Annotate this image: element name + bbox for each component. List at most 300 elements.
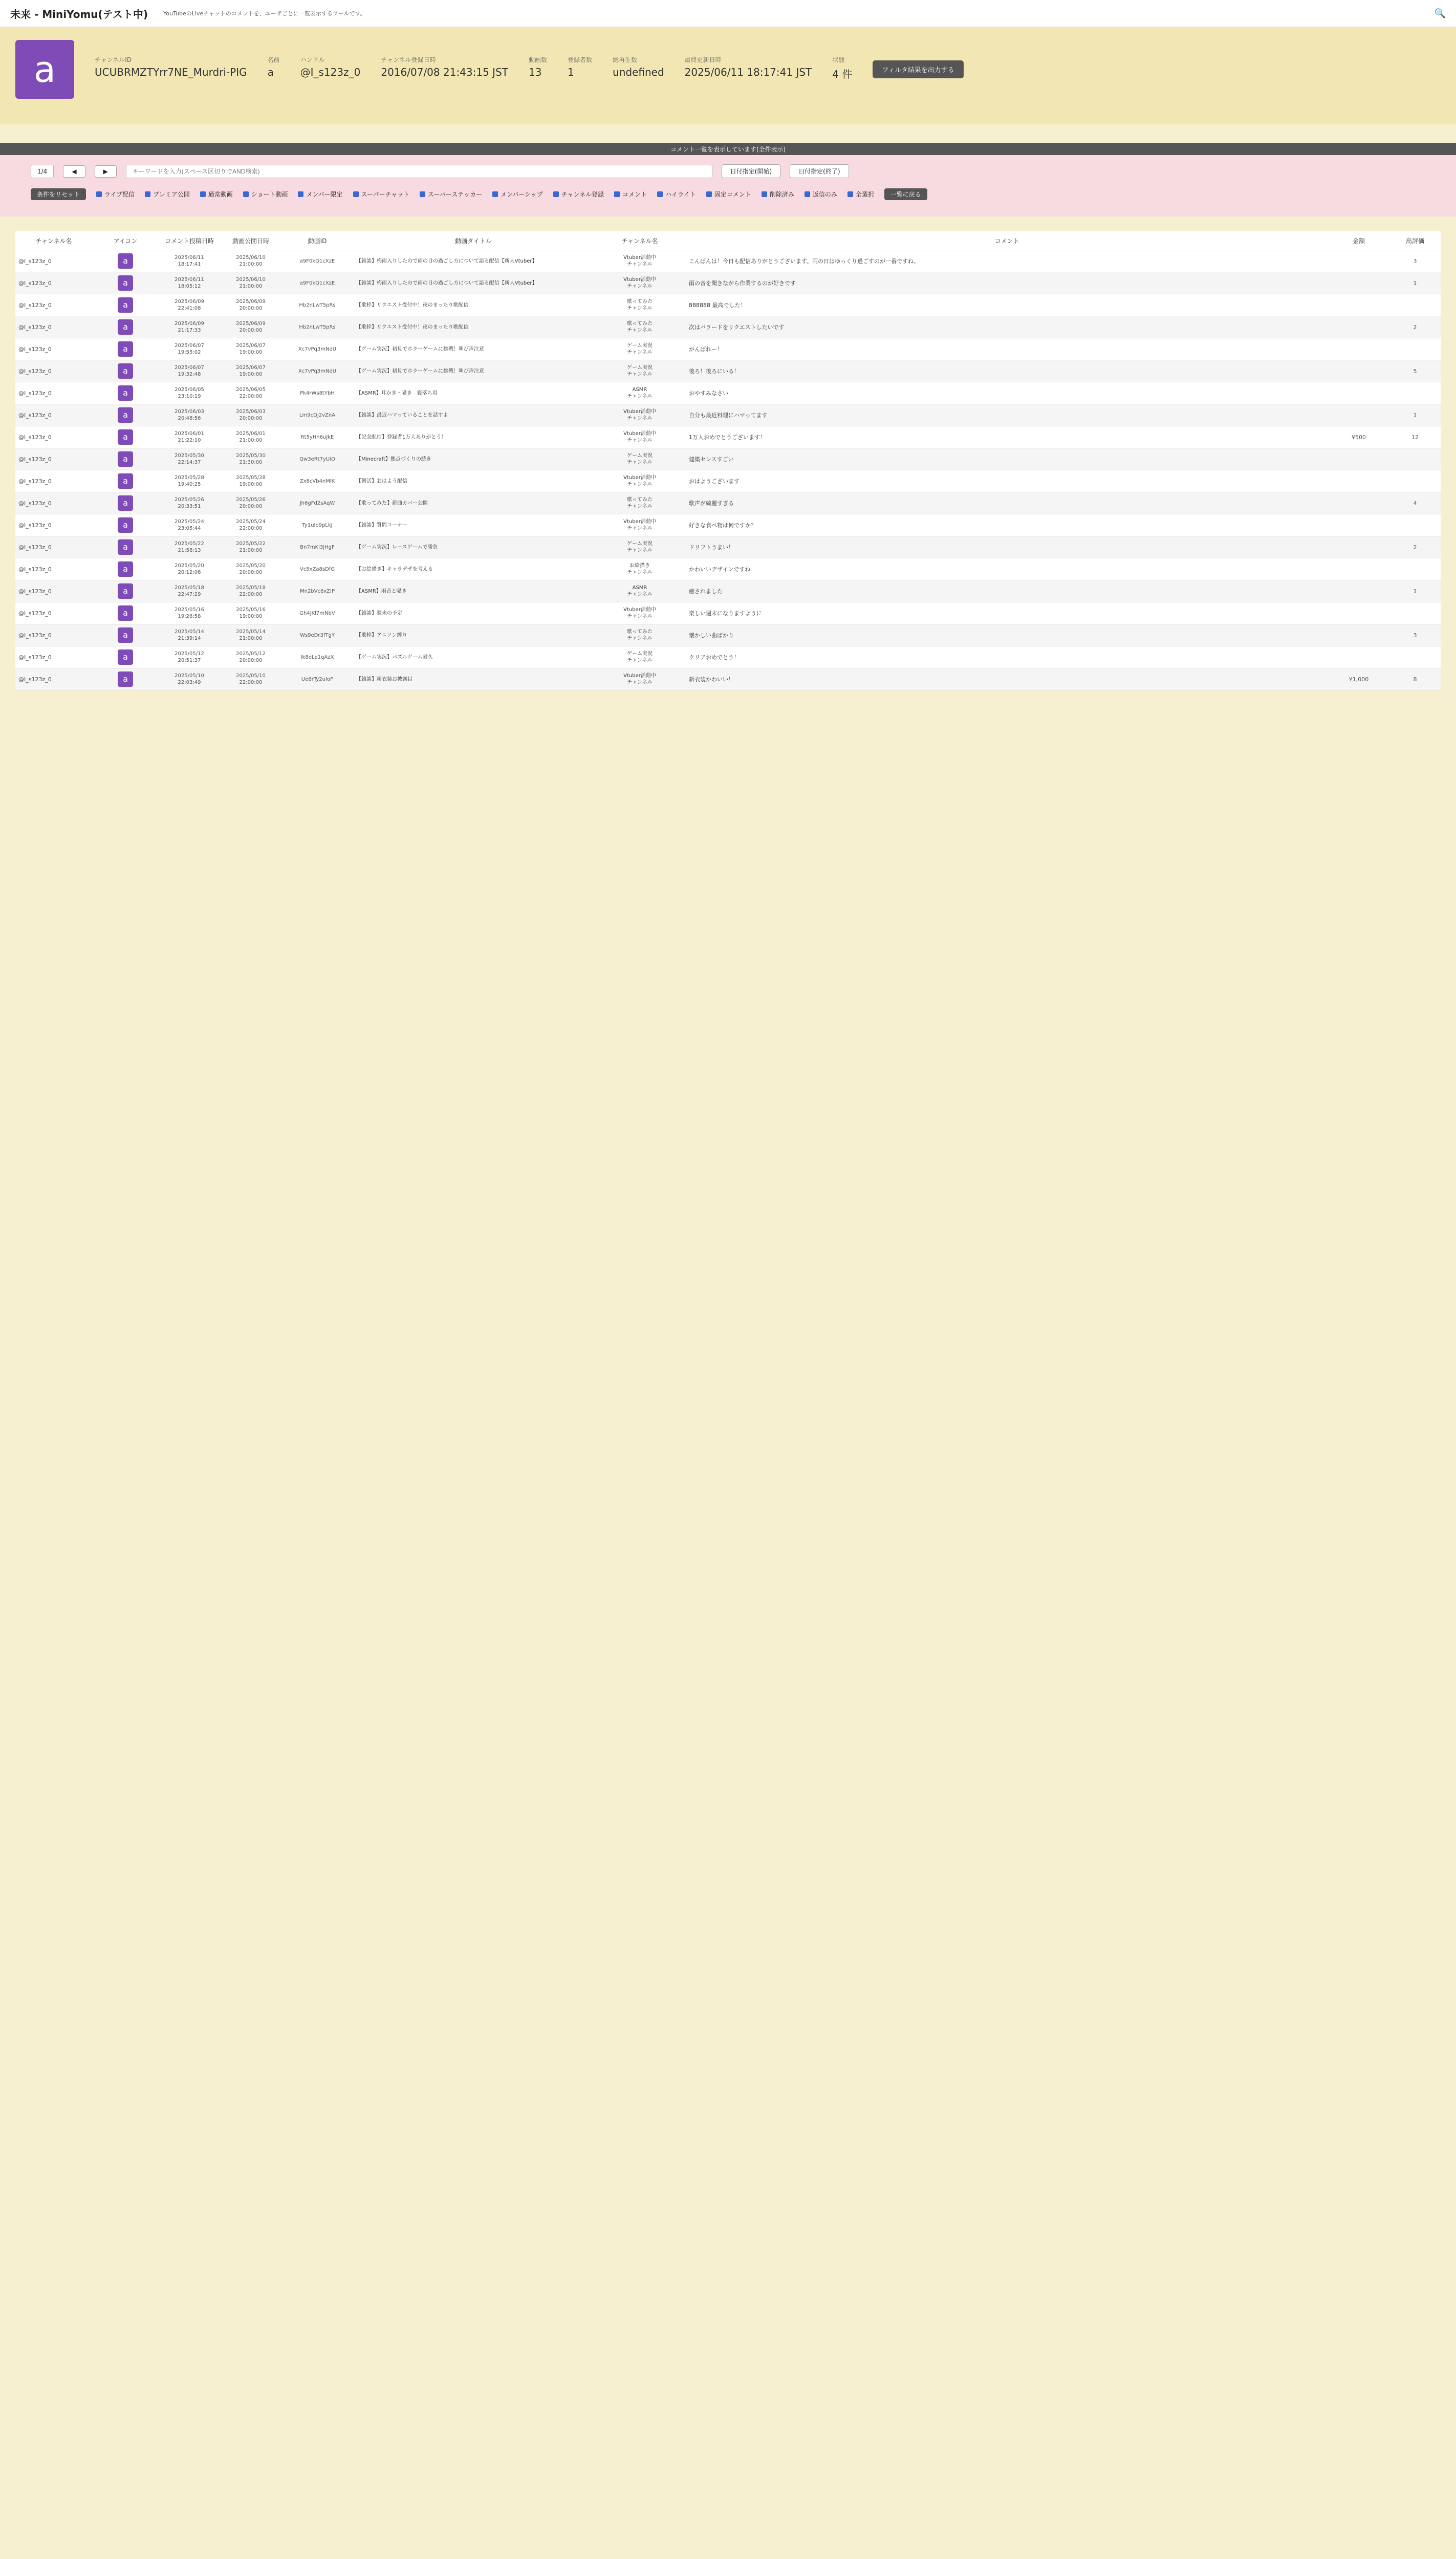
cell-comment-date: 2025/05/24 23:05:44	[159, 514, 220, 536]
checkbox-membership[interactable]: メンバーシップ	[492, 190, 543, 199]
checkbox-superchat[interactable]: スーパーチャット	[353, 190, 409, 199]
cell-icon	[92, 448, 159, 470]
checkbox-normal[interactable]: 通常動画	[200, 190, 233, 199]
cell-comment: おやすみなさい	[686, 382, 1328, 404]
cell-comment: がんばれー！	[686, 338, 1328, 360]
cell-publish-date: 2025/05/14 21:00:00	[220, 624, 281, 646]
cell-amount	[1328, 404, 1389, 426]
cell-video-id[interactable]: Ws9eDr3fTgY	[281, 624, 353, 646]
table-header-row	[15, 231, 1441, 250]
profile-label: 登録者数	[568, 56, 593, 63]
column-header[interactable]: 金額	[1328, 231, 1389, 250]
cell-channel: 歌ってみた チャンネル	[594, 294, 686, 316]
cell-comment: 建築センスすごい	[686, 448, 1328, 470]
cell-user: @I_s123z_0	[15, 470, 92, 492]
profile-field-status	[832, 55, 852, 81]
table-row[interactable]	[15, 426, 1441, 448]
cell-channel: ゲーム実況 チャンネル	[594, 360, 686, 382]
avatar-icon: a	[118, 451, 133, 467]
avatar-icon: a	[118, 495, 133, 511]
cell-likes: 3	[1389, 624, 1441, 646]
date-to-button[interactable]: 日付指定(終了)	[790, 164, 849, 178]
cell-video-title: 【記念配信】登録者1万人ありがとう！	[353, 426, 594, 448]
table-row[interactable]	[15, 558, 1441, 580]
avatar-icon: a	[118, 517, 133, 533]
table-row[interactable]	[15, 294, 1441, 316]
profile-value: 13	[528, 66, 542, 78]
column-header[interactable]: コメント投稿日時	[159, 231, 220, 250]
cell-publish-date: 2025/05/28 19:00:00	[220, 470, 281, 492]
cell-publish-date: 2025/06/01 21:00:00	[220, 426, 281, 448]
cell-likes	[1389, 448, 1441, 470]
cell-video-id[interactable]: Hb2nLwT5pRs	[281, 316, 353, 338]
keyword-input[interactable]	[126, 165, 712, 178]
cell-video-title: 【歌ってみた】新曲カバー公開	[353, 492, 594, 514]
checkbox-highlight[interactable]: ハイライト	[657, 190, 696, 199]
cell-icon	[92, 360, 159, 382]
profile-label: 状態	[832, 56, 845, 63]
cell-comment-date: 2025/05/26 20:33:51	[159, 492, 220, 514]
cell-channel: Vtuber活動中 チャンネル	[594, 250, 686, 272]
checkbox-comment[interactable]: コメント	[614, 190, 647, 199]
cell-publish-date: 2025/05/26 20:00:00	[220, 492, 281, 514]
back-to-list-button[interactable]: 一覧に戻る	[884, 188, 927, 200]
cell-likes: 1	[1389, 272, 1441, 294]
table-row[interactable]	[15, 404, 1441, 426]
checkbox-replies[interactable]: 返信のみ	[805, 190, 837, 199]
cell-icon	[92, 624, 159, 646]
cell-amount	[1328, 492, 1389, 514]
page-indicator: 1/4	[31, 165, 54, 178]
cell-video-title: 【雑談】梅雨入りしたので雨の日の過ごし方について語る配信【新人Vtuber】	[353, 250, 594, 272]
cell-channel: Vtuber活動中 チャンネル	[594, 426, 686, 448]
cell-icon	[92, 646, 159, 668]
reset-button[interactable]: 条件をリセット	[31, 188, 86, 200]
cell-amount	[1328, 448, 1389, 470]
checkbox-icon	[96, 191, 102, 197]
cell-amount	[1328, 602, 1389, 624]
profile-value: a	[267, 66, 274, 78]
search-icon[interactable]: 🔍	[1434, 8, 1446, 19]
cell-icon	[92, 426, 159, 448]
cell-user: @I_s123z_0	[15, 536, 92, 558]
cell-comment-date: 2025/05/28 19:40:25	[159, 470, 220, 492]
checkbox-icon	[847, 191, 853, 197]
cell-likes: 1	[1389, 404, 1441, 426]
column-header[interactable]: 動画タイトル	[353, 231, 594, 250]
cell-comment-date: 2025/05/16 19:26:58	[159, 602, 220, 624]
cell-video-title: 【雑談】新衣装お披露目	[353, 668, 594, 690]
checkbox-icon	[553, 191, 559, 197]
cell-likes: 2	[1389, 536, 1441, 558]
cell-amount: ¥1,000	[1328, 668, 1389, 690]
checkbox-live[interactable]: ライブ配信	[96, 190, 135, 199]
avatar-icon: a	[118, 341, 133, 357]
cell-user: @I_s123z_0	[15, 250, 92, 272]
cell-video-title: 【雑談】梅雨入りしたので雨の日の過ごし方について語る配信【新人Vtuber】	[353, 272, 594, 294]
cell-video-id[interactable]: Lm9cQj2vZnA	[281, 404, 353, 426]
cell-amount	[1328, 316, 1389, 338]
profile-field-name	[268, 55, 280, 78]
checkbox-icon	[353, 191, 359, 197]
table-row[interactable]	[15, 470, 1441, 492]
cell-video-title: 【歌枠】リクエスト受付中！夜のまったり歌配信	[353, 316, 594, 338]
checkbox-icon	[298, 191, 303, 197]
cell-icon	[92, 272, 159, 294]
cell-comment-date: 2025/06/07 19:55:02	[159, 338, 220, 360]
checkbox-premiere[interactable]: プレミア公開	[145, 190, 190, 199]
checkbox-icon	[762, 191, 767, 197]
cell-user: @I_s123z_0	[15, 426, 92, 448]
cell-user: @I_s123z_0	[15, 382, 92, 404]
cell-comment: 好きな食べ物は何ですか？	[686, 514, 1328, 536]
column-header[interactable]: チャンネル名	[594, 231, 686, 250]
cell-comment-date: 2025/05/22 21:58:13	[159, 536, 220, 558]
separator	[0, 124, 1456, 143]
avatar-icon: a	[118, 253, 133, 269]
profile-label: 総再生数	[613, 56, 638, 63]
cell-comment-date: 2025/05/20 20:12:06	[159, 558, 220, 580]
cell-likes	[1389, 646, 1441, 668]
cell-publish-date: 2025/06/09 20:00:00	[220, 294, 281, 316]
cell-video-id[interactable]: Rt5yHn6uJkE	[281, 426, 353, 448]
top-bar	[0, 0, 1456, 27]
cell-video-id[interactable]: Qw3eRt7yUiO	[281, 448, 353, 470]
cell-video-title: 【雑談】最近ハマっていることを話すよ	[353, 404, 594, 426]
cell-comment-date: 2025/06/11 18:05:12	[159, 272, 220, 294]
cell-icon	[92, 602, 159, 624]
column-header[interactable]: 動画公開日時	[220, 231, 281, 250]
cell-user: @I_s123z_0	[15, 360, 92, 382]
column-header[interactable]: チャンネル名	[15, 231, 92, 250]
profile-value: 1	[568, 66, 574, 78]
cell-comment: 888888 最高でした！	[686, 294, 1328, 316]
cell-channel: Vtuber活動中 チャンネル	[594, 514, 686, 536]
checkbox-subscribe[interactable]: チャンネル登録	[553, 190, 604, 199]
export-button[interactable]: フィルタ結果を出力する	[873, 60, 963, 78]
table-row[interactable]	[15, 448, 1441, 470]
cell-comment-date: 2025/05/14 21:39:14	[159, 624, 220, 646]
cell-publish-date: 2025/05/20 20:00:00	[220, 558, 281, 580]
profile-field-subscribers	[568, 55, 592, 78]
cell-amount	[1328, 250, 1389, 272]
profile-header	[0, 27, 1456, 124]
cell-video-id[interactable]: Ik8oLp1qAzX	[281, 646, 353, 668]
cell-channel: 歌ってみた チャンネル	[594, 316, 686, 338]
checkbox-icon	[805, 191, 810, 197]
cell-video-id[interactable]: Bn7mKl3jHgF	[281, 536, 353, 558]
profile-field-video-count	[529, 55, 547, 78]
profile-value: UCUBRMZTYrr7NE_Murdri-PIG	[95, 66, 247, 78]
table-row[interactable]	[15, 338, 1441, 360]
profile-value: 4 件	[832, 68, 853, 80]
table-row[interactable]	[15, 272, 1441, 294]
cell-comment: ドリフトうまい！	[686, 536, 1328, 558]
cell-video-title: 【雑談】質問コーナー	[353, 514, 594, 536]
cell-amount	[1328, 360, 1389, 382]
cell-video-id[interactable]: Jh6gFd2sAqW	[281, 492, 353, 514]
profile-label: 名前	[267, 56, 280, 63]
profile-label: チャンネルID	[95, 56, 132, 63]
cell-icon	[92, 382, 159, 404]
cell-video-id[interactable]: Xc7vPq3mNdU	[281, 360, 353, 382]
table-row[interactable]	[15, 514, 1441, 536]
cell-user: @I_s123z_0	[15, 448, 92, 470]
cell-video-id[interactable]: Mn2bVc6xZlP	[281, 580, 353, 602]
avatar-icon: a	[118, 275, 133, 291]
table-row[interactable]	[15, 580, 1441, 602]
avatar-icon: a	[118, 407, 133, 423]
cell-publish-date: 2025/05/16 19:00:00	[220, 602, 281, 624]
next-page-button[interactable]: ▶	[95, 165, 117, 178]
cell-video-id[interactable]: a9F0kQ1cXzE	[281, 250, 353, 272]
cell-amount	[1328, 272, 1389, 294]
cell-icon	[92, 250, 159, 272]
cell-comment: 癒されました	[686, 580, 1328, 602]
profile-label: チャンネル登録日時	[381, 56, 436, 63]
cell-comment: 懐かしい曲ばかり	[686, 624, 1328, 646]
cell-comment: 楽しい週末になりますように	[686, 602, 1328, 624]
avatar-icon: a	[118, 297, 133, 313]
cell-amount: ¥500	[1328, 426, 1389, 448]
cell-publish-date: 2025/06/07 19:00:00	[220, 338, 281, 360]
cell-user: @I_s123z_0	[15, 668, 92, 690]
cell-video-title: 【ゲーム実況】初見でホラーゲームに挑戦！叫び声注意	[353, 360, 594, 382]
cell-channel: Vtuber活動中 チャンネル	[594, 404, 686, 426]
cell-video-id[interactable]: Ue6rTy2uIoP	[281, 668, 353, 690]
checkbox-pinned[interactable]: 固定コメント	[706, 190, 751, 199]
cell-channel: ゲーム実況 チャンネル	[594, 646, 686, 668]
cell-comment-date: 2025/06/01 21:22:10	[159, 426, 220, 448]
cell-video-title: 【ゲーム実況】初見でホラーゲームに挑戦！叫び声注意	[353, 338, 594, 360]
checkbox-supersticker[interactable]: スーパーステッカー	[420, 190, 482, 199]
cell-amount	[1328, 558, 1389, 580]
cell-publish-date: 2025/06/10 21:00:00	[220, 272, 281, 294]
table-row[interactable]	[15, 624, 1441, 646]
cell-comment-date: 2025/06/05 23:10:19	[159, 382, 220, 404]
cell-video-id[interactable]: Xc7vPq3mNdU	[281, 338, 353, 360]
checkbox-shorts[interactable]: ショート動画	[243, 190, 288, 199]
avatar-icon: a	[118, 671, 133, 687]
cell-amount	[1328, 338, 1389, 360]
cell-publish-date: 2025/06/10 21:00:00	[220, 250, 281, 272]
cell-video-id[interactable]: a9F0kQ1cXzE	[281, 272, 353, 294]
cell-likes	[1389, 558, 1441, 580]
cell-comment: こんばんは！今日も配信ありがとうございます。雨の日はゆっくり過ごすのが一番ですね。	[686, 250, 1328, 272]
cell-user: @I_s123z_0	[15, 624, 92, 646]
table-row[interactable]	[15, 360, 1441, 382]
cell-video-title: 【Minecraft】拠点づくりの続き	[353, 448, 594, 470]
prev-page-button[interactable]: ◀	[63, 165, 85, 178]
cell-comment-date: 2025/06/09 22:41:08	[159, 294, 220, 316]
cell-likes: 5	[1389, 360, 1441, 382]
cell-amount	[1328, 470, 1389, 492]
cell-icon	[92, 514, 159, 536]
cell-comment-date: 2025/06/09 21:17:33	[159, 316, 220, 338]
cell-channel: ASMR チャンネル	[594, 382, 686, 404]
cell-comment: かわいいデザインですね	[686, 558, 1328, 580]
profile-value: undefined	[613, 66, 664, 78]
cell-channel: ゲーム実況 チャンネル	[594, 338, 686, 360]
cell-likes	[1389, 514, 1441, 536]
cell-comment-date: 2025/06/07 19:32:48	[159, 360, 220, 382]
cell-channel: Vtuber活動中 チャンネル	[594, 602, 686, 624]
cell-comment: 雨の音を聞きながら作業するのが好きです	[686, 272, 1328, 294]
avatar-icon: a	[118, 605, 133, 621]
profile-value: 2025/06/11 18:17:41 JST	[684, 66, 812, 78]
cell-publish-date: 2025/05/22 21:00:00	[220, 536, 281, 558]
date-from-button[interactable]: 日付指定(開始)	[722, 164, 780, 178]
list-status-bar: コメント一覧を表示しています(全件表示)	[0, 143, 1456, 155]
checkbox-icon	[614, 191, 620, 197]
cell-likes: 12	[1389, 426, 1441, 448]
table-row[interactable]	[15, 668, 1441, 690]
cell-comment: 歌声が綺麗すぎる	[686, 492, 1328, 514]
cell-video-title: 【ASMR】耳かき・囁き 寝落ち用	[353, 382, 594, 404]
cell-comment-date: 2025/05/18 22:47:29	[159, 580, 220, 602]
cell-video-title: 【ゲーム実況】パズルゲーム耐久	[353, 646, 594, 668]
avatar-icon: a	[118, 363, 133, 379]
profile-field-views	[613, 55, 664, 78]
cell-video-id[interactable]: Pk4rWs8tYbH	[281, 382, 353, 404]
cell-amount	[1328, 382, 1389, 404]
cell-amount	[1328, 294, 1389, 316]
cell-amount	[1328, 580, 1389, 602]
checkbox-icon	[706, 191, 712, 197]
avatar-icon: a	[118, 429, 133, 445]
cell-icon	[92, 492, 159, 514]
cell-comment-date: 2025/06/11 18:17:41	[159, 250, 220, 272]
checkbox-icon	[243, 191, 249, 197]
cell-video-title: 【朝活】おはよう配信	[353, 470, 594, 492]
cell-icon	[92, 558, 159, 580]
cell-user: @I_s123z_0	[15, 646, 92, 668]
filter-row	[31, 164, 1425, 178]
cell-video-title: 【ASMR】雨音と囁き	[353, 580, 594, 602]
cell-comment-date: 2025/05/10 22:03:49	[159, 668, 220, 690]
cell-likes: 8	[1389, 668, 1441, 690]
cell-user: @I_s123z_0	[15, 338, 92, 360]
cell-icon	[92, 580, 159, 602]
cell-icon	[92, 536, 159, 558]
column-header[interactable]: 動画ID	[281, 231, 353, 250]
checkbox-select-all[interactable]: 全選択	[847, 190, 874, 199]
table-row[interactable]	[15, 646, 1441, 668]
cell-video-title: 【歌枠】リクエスト受付中！夜のまったり歌配信	[353, 294, 594, 316]
cell-comment: おはようございます	[686, 470, 1328, 492]
cell-video-id[interactable]: Hb2nLwT5pRs	[281, 294, 353, 316]
cell-amount	[1328, 514, 1389, 536]
cell-video-id[interactable]: Ty1uIo9pLkJ	[281, 514, 353, 536]
top-notice: YouTubeのLiveチャットのコメントを、ユーザごとに一覧表示するツールです。	[163, 10, 366, 17]
cell-icon	[92, 668, 159, 690]
cell-comment: 後ろ！後ろにいる！	[686, 360, 1328, 382]
cell-user: @I_s123z_0	[15, 492, 92, 514]
profile-label: 動画数	[528, 56, 547, 63]
cell-publish-date: 2025/05/12 20:00:00	[220, 646, 281, 668]
filter-checkbox-row	[31, 188, 1425, 200]
avatar-icon: a	[118, 539, 133, 555]
profile-value: 2016/07/08 21:43:15 JST	[381, 66, 508, 78]
cell-likes	[1389, 382, 1441, 404]
cell-channel: Vtuber活動中 チャンネル	[594, 470, 686, 492]
table-row[interactable]	[15, 602, 1441, 624]
cell-icon	[92, 294, 159, 316]
column-header[interactable]: 高評価	[1389, 231, 1441, 250]
cell-icon	[92, 338, 159, 360]
cell-video-title: 【ゲーム実況】レースゲームで勝負	[353, 536, 594, 558]
cell-likes: 3	[1389, 250, 1441, 272]
cell-video-id[interactable]: Zx8cVb4nMlK	[281, 470, 353, 492]
cell-publish-date: 2025/05/18 22:00:00	[220, 580, 281, 602]
profile-field-updated	[685, 55, 812, 78]
cell-publish-date: 2025/05/30 21:30:00	[220, 448, 281, 470]
cell-user: @I_s123z_0	[15, 558, 92, 580]
cell-user: @I_s123z_0	[15, 602, 92, 624]
cell-channel: お絵描き チャンネル	[594, 558, 686, 580]
table-row[interactable]	[15, 316, 1441, 338]
cell-comment: 次はバラードをリクエストしたいです	[686, 316, 1328, 338]
profile-field-channel-id	[95, 55, 247, 78]
filter-panel	[0, 155, 1456, 216]
profile-field-registered	[381, 55, 508, 78]
profile-field-handle	[300, 55, 361, 78]
cell-video-title: 【雑談】週末の予定	[353, 602, 594, 624]
cell-channel: Vtuber活動中 チャンネル	[594, 272, 686, 294]
table-row[interactable]	[15, 250, 1441, 272]
avatar-icon: a	[118, 583, 133, 599]
cell-comment: クリアおめでとう！	[686, 646, 1328, 668]
cell-likes	[1389, 470, 1441, 492]
comments-table	[15, 231, 1441, 690]
cell-video-id[interactable]: Gh4jKl7mNbV	[281, 602, 353, 624]
cell-amount	[1328, 624, 1389, 646]
cell-comment: 新衣装かわいい！	[686, 668, 1328, 690]
cell-publish-date: 2025/06/09 20:00:00	[220, 316, 281, 338]
avatar-icon: a	[118, 649, 133, 665]
avatar-icon: a	[118, 385, 133, 401]
profile-value: @I_s123z_0	[300, 66, 361, 78]
cell-publish-date: 2025/05/10 22:00:00	[220, 668, 281, 690]
cell-amount	[1328, 646, 1389, 668]
table-row[interactable]	[15, 492, 1441, 514]
avatar-icon: a	[118, 473, 133, 489]
column-header[interactable]: アイコン	[92, 231, 159, 250]
cell-user: @I_s123z_0	[15, 316, 92, 338]
cell-channel: ASMR チャンネル	[594, 580, 686, 602]
checkbox-icon	[492, 191, 498, 197]
checkbox-icon	[420, 191, 425, 197]
table-row[interactable]	[15, 536, 1441, 558]
checkbox-deleted[interactable]: 削除済み	[762, 190, 794, 199]
checkbox-icon	[200, 191, 206, 197]
avatar-icon: a	[118, 561, 133, 577]
column-header[interactable]: コメント	[686, 231, 1328, 250]
cell-video-id[interactable]: Vc5xZa8sDfG	[281, 558, 353, 580]
cell-user: @I_s123z_0	[15, 514, 92, 536]
cell-comment-date: 2025/05/12 20:51:37	[159, 646, 220, 668]
checkbox-icon	[657, 191, 663, 197]
table-row[interactable]	[15, 382, 1441, 404]
cell-likes	[1389, 602, 1441, 624]
cell-user: @I_s123z_0	[15, 294, 92, 316]
cell-likes: 2	[1389, 316, 1441, 338]
avatar-icon: a	[118, 319, 133, 335]
checkbox-members[interactable]: メンバー限定	[298, 190, 342, 199]
cell-publish-date: 2025/06/03 20:00:00	[220, 404, 281, 426]
cell-amount	[1328, 536, 1389, 558]
cell-likes: 1	[1389, 580, 1441, 602]
